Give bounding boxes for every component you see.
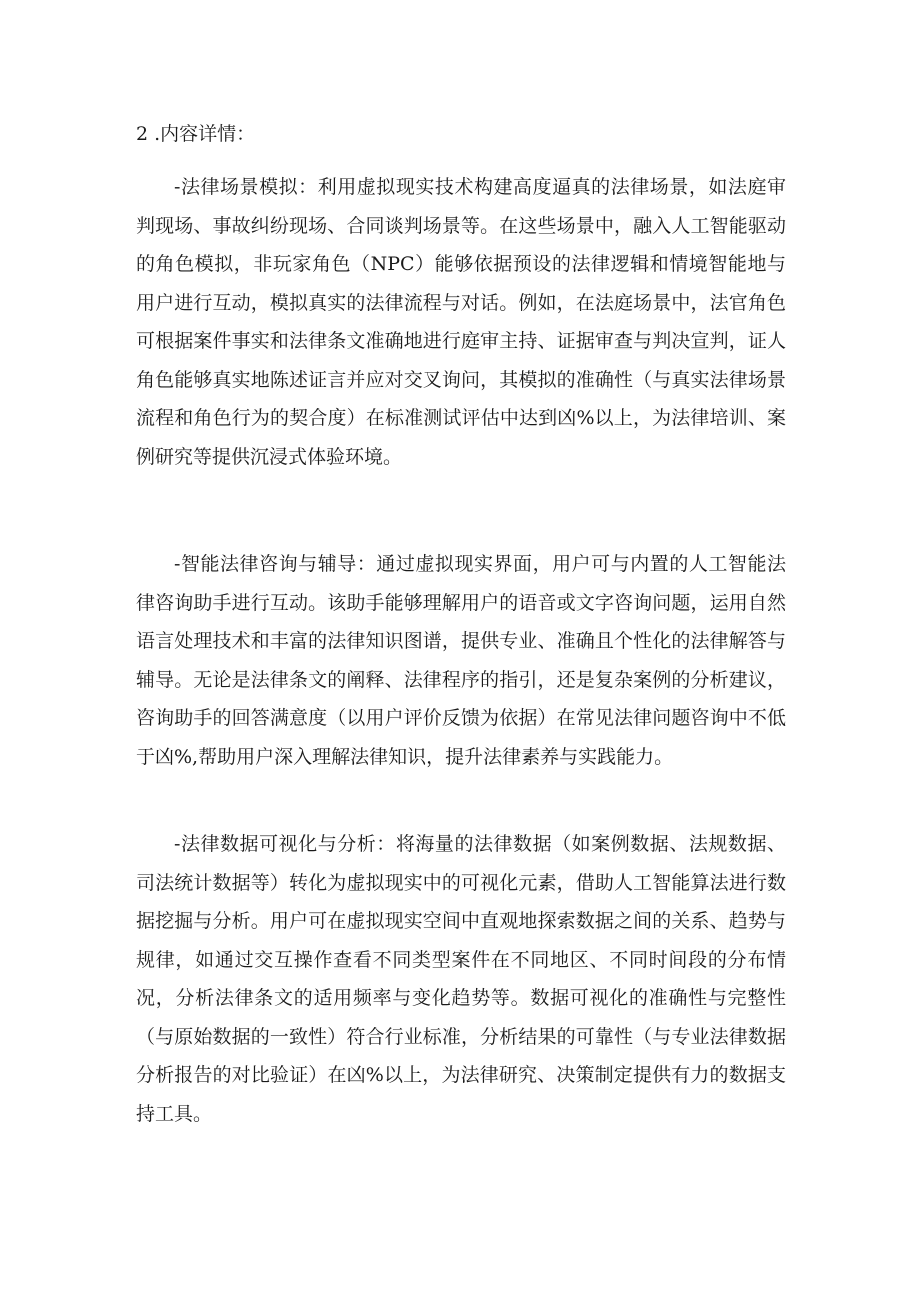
paragraph-legal-data-visualization: -法律数据可视化与分析：将海量的法律数据（如案例数据、法规数据、司法统计数据等）转化为虚拟现实中的可视化元素，借助人工智能算法进行数据挖掘与分析。用户可在虚拟现实空间中直观地探索数据之间的关系、趋势与规律，如通过交互操作查看不同类型案件在不同地区、不同时间段的分布情况，分析法律条文的适用频率与变化趋势等。数据可视化的准确性与完整性（与原始数据的一致性）符合行业标准，分析结果的可靠性（与专业法律数据分析报告的对比验证）在凶%以上，为法律研究、决策制定提供有力的数据支持工具。 [136, 833, 786, 1125]
section-heading: 2 .内容详情： [136, 123, 256, 145]
paragraph-smart-legal-consulting: -智能法律咨询与辅导：通过虚拟现实界面，用户可与内置的人工智能法律咨询助手进行互动。该助手能够理解用户的语音或文字咨询问题，运用自然语言处理技术和丰富的法律知识图谱，提供专业、准确且个性化的法律解答与辅导。无论是法律条文的阐释、法律程序的指引，还是复杂案例的分析建议，咨询助手的回答满意度（以用户评价反馈为依据）在常见法律问题咨询中不低于凶%,帮助用户深入理解法律知识，提升法律素养与实践能力。 [136, 553, 786, 768]
paragraph-legal-scene-simulation: -法律场景模拟：利用虚拟现实技术构建高度逼真的法律场景，如法庭审判现场、事故纠纷现场、合同谈判场景等。在这些场景中，融入人工智能驱动的角色模拟，非玩家角色（NPC）能够依据预设的法律逻辑和情境智能地与用户进行互动，模拟真实的法律流程与对话。例如，在法庭场景中，法官角色可根据案件事实和法律条文准确地进行庭审主持、证据审查与判决宣判，证人角色能够真实地陈述证言并应对交叉询问，其模拟的准确性（与真实法律场景流程和角色行为的契合度）在标准测试评估中达到凶%以上，为法律培训、案例研究等提供沉浸式体验环境。 [136, 176, 786, 468]
